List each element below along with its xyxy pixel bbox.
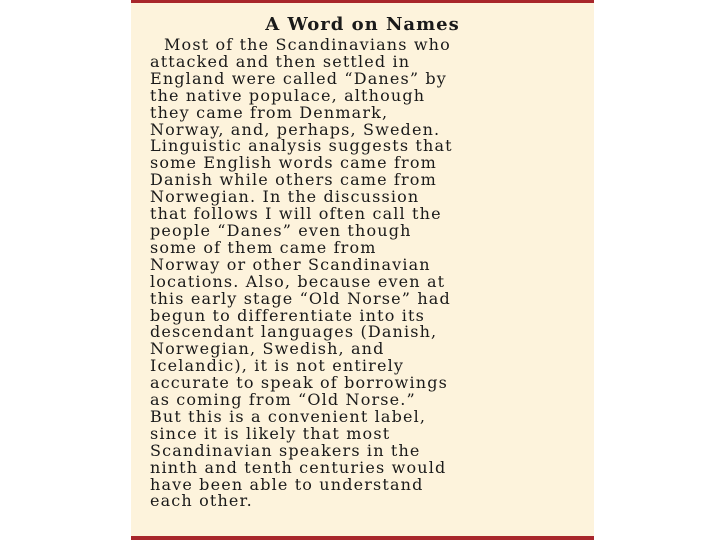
body-line: Most of the Scandinavians who [164,35,451,54]
body-line: attacked and then settled in [150,51,411,71]
body-line: locations. Also, because even at [150,271,446,291]
body-line: descendant languages (Danish, [150,322,438,342]
body-line: they came from Denmark, [150,102,389,122]
body-line: Scandinavian speakers in the [150,440,421,460]
top-border-bar [131,0,594,3]
body-line: have been able to understand [150,474,424,494]
body-line: as coming from “Old Norse.” [150,390,416,410]
body-line: Icelandic), it is not entirely [150,356,405,376]
body-line: people “Danes” even though [150,220,412,240]
body-line: the native populace, although [150,85,426,105]
body-line: Norway, and, perhaps, Sweden. [150,119,441,139]
body-line: that follows I will often call the [150,204,442,224]
body-line: But this is a convenient label, [150,406,427,426]
body-line: Norwegian, Swedish, and [150,339,385,359]
body-line: accurate to speak of borrowings [150,373,448,393]
box-body [150,37,590,510]
sidebar-box [131,0,594,540]
body-line: some English words came from [150,153,437,173]
body-line: some of them came from [150,237,377,257]
body-line: since it is likely that most [150,423,391,443]
body-line: Norwegian. In the discussion [150,187,420,207]
body-line: each other. [150,491,253,511]
body-line: Linguistic analysis suggests that [150,136,453,156]
body-line: begun to differentiate into its [150,305,425,325]
box-title: A Word on Names [265,14,460,35]
body-line: ninth and tenth centuries would [150,457,447,477]
body-line: England were called “Danes” by [150,68,447,88]
body-line: this early stage “Old Norse” had [150,288,451,308]
bottom-border-bar [131,536,594,540]
body-line: Norway or other Scandinavian [150,254,431,274]
body-line: Danish while others came from [150,170,437,190]
